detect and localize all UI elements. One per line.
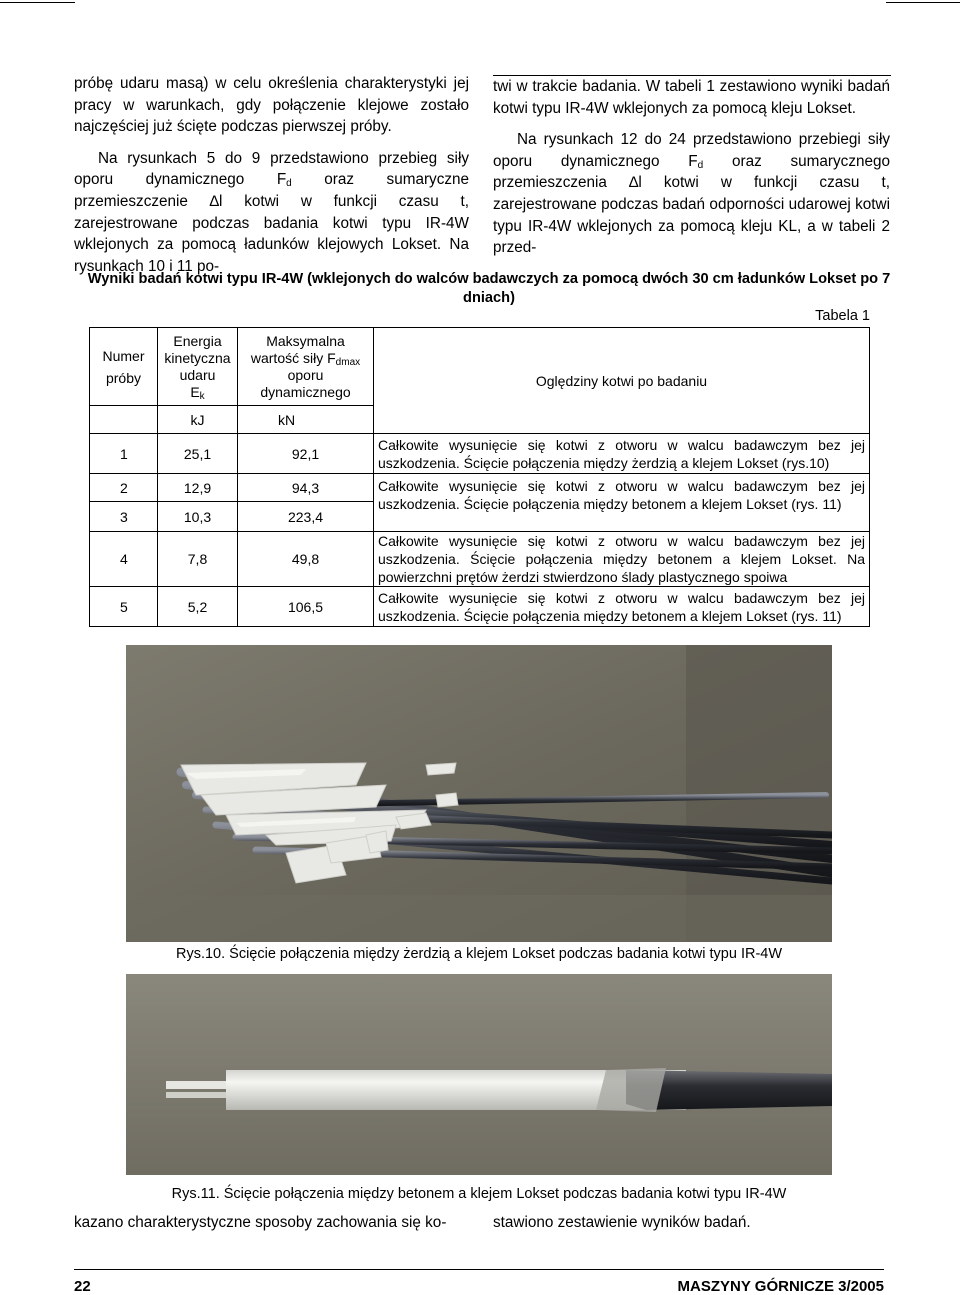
cell-f: 92,1	[238, 434, 374, 474]
unit-energia: kJ	[158, 406, 238, 434]
right-paragraph-1: twi w trakcie badania. W tabeli 1 zestawiono wyniki badań kotwi typu IR-4W wklejonych za pomocą kleju Lokset.	[493, 78, 890, 117]
figure-11-caption: Rys.11. Ścięcie połączenia między betonem a klejem Lokset podczas badania kotwi typu IR-4W	[171, 1186, 787, 1202]
cell-nr: 4	[90, 532, 158, 587]
table-row	[90, 587, 870, 627]
journal-name: MASZYNY GÓRNICZE 3/2005	[677, 1278, 884, 1295]
cell-ek: 5,2	[158, 587, 238, 627]
header-rule-right	[886, 2, 960, 3]
table-header-row	[90, 328, 870, 406]
cell-f: 94,3	[238, 474, 374, 502]
header-numer: Numer próby	[90, 328, 158, 406]
table-row	[90, 434, 870, 474]
header-energia: Energia kinetyczna udaru $E_k$	[158, 328, 238, 406]
cell-desc: Całkowite wysunięcie się kotwi z otworu w walcu badawczym bez jej uszkodzenia. Ścięcie połączenia między żerdzią a klejem Lokset (rys.10)	[374, 434, 870, 474]
cell-ek: 7,8	[158, 532, 238, 587]
left-paragraph-2: Na rysunkach 5 do 9 przedstawiono przebieg siły oporu dynamicznego $F_d$ oraz sumaryczne przemieszczenie ∆l kotwi w funkcji czasu t, zarejestrowane podczas badania kotwi typu IR-4W wklejonych za pomocą ładunków klejowych Lokset. Na rysunkach 10 i 11 po-	[74, 149, 470, 275]
cell-nr: 1	[90, 434, 158, 474]
figure-10-caption: Rys.10. Ścięcie połączenia między żerdzią a klejem Lokset podczas badania kotwi typu IR-4W	[175, 946, 783, 962]
header-rule-left	[0, 2, 75, 3]
cell-f: 49,8	[238, 532, 374, 587]
header-sila: Maksymalna wartość siły $F_{dmax}$ oporu dynamicznego	[238, 328, 374, 406]
footer-rule	[74, 1269, 884, 1270]
right-text-column	[493, 76, 890, 259]
table-label: Tabela 1	[815, 308, 870, 324]
cell-ek: 10,3	[158, 502, 238, 532]
cell-f: 223,4	[238, 502, 374, 532]
cell-ek: 12,9	[158, 474, 238, 502]
anchor-image	[126, 974, 832, 1175]
right-paragraph-2: Na rysunkach 12 do 24 przedstawiono przebiegi siły oporu dynamicznego $F_d$ oraz sumarycznego przemieszczenia ∆l kotwi w funkcji czasu t, zarejestrowane podczas badań odporności udarowej kotwi typu IR-4W wklejonych za pomocą kleju KL, a w tabeli 2 przed-	[493, 131, 890, 257]
bottom-left-text: kazano charakterystyczne sposoby zachowania się ko-	[74, 1214, 447, 1231]
table-row	[90, 532, 870, 587]
page-number: 22	[74, 1278, 91, 1295]
cell-nr: 5	[90, 587, 158, 627]
bottom-right-text: stawiono zestawienie wyników badań.	[493, 1214, 751, 1231]
cell-desc: Całkowite wysunięcie się kotwi z otworu w walcu badawczym bez jej uszkodzenia. Ścięcie połączenia między betonem a klejem Lokset (rys. 11)	[374, 474, 870, 532]
rods-image	[126, 645, 832, 942]
left-paragraph-1: próbę udaru masą) w celu określenia charakterystyki jej pracy w warunkach, gdy połączenie klejowe zostało najczęściej już ścięte podczas pierwszej próby.	[74, 75, 469, 136]
cell-ek: 25,1	[158, 434, 238, 474]
cell-desc: Całkowite wysunięcie się kotwi z otworu w walcu badawczym bez jej uszkodzenia. Ścięcie połączenia między betonem a klejem Lokset. Na powierzchni prętów żerdzi stwierdzono ślady plastycznego spoiwa	[374, 532, 870, 587]
unit-empty	[90, 406, 158, 434]
table-caption: Wyniki badań kotwi typu IR-4W (wklejonych do walców badawczych za pomocą dwóch 30 cm ładunków Lokset po 7 dniach)	[87, 271, 891, 306]
cell-nr: 3	[90, 502, 158, 532]
unit-sila: kN	[238, 406, 374, 434]
cell-nr: 2	[90, 474, 158, 502]
figure-10-photo	[126, 645, 832, 942]
figure-11-photo	[126, 974, 832, 1175]
cell-desc: Całkowite wysunięcie się kotwi z otworu w walcu badawczym bez jej uszkodzenia. Ścięcie połączenia między betonem a klejem Lokset (rys. 11)	[374, 587, 870, 627]
table-row	[90, 474, 870, 502]
cell-f: 106,5	[238, 587, 374, 627]
header-ogledziny: Oględziny kotwi po badaniu	[374, 328, 870, 434]
left-text-column	[74, 73, 469, 277]
results-table	[89, 327, 870, 627]
